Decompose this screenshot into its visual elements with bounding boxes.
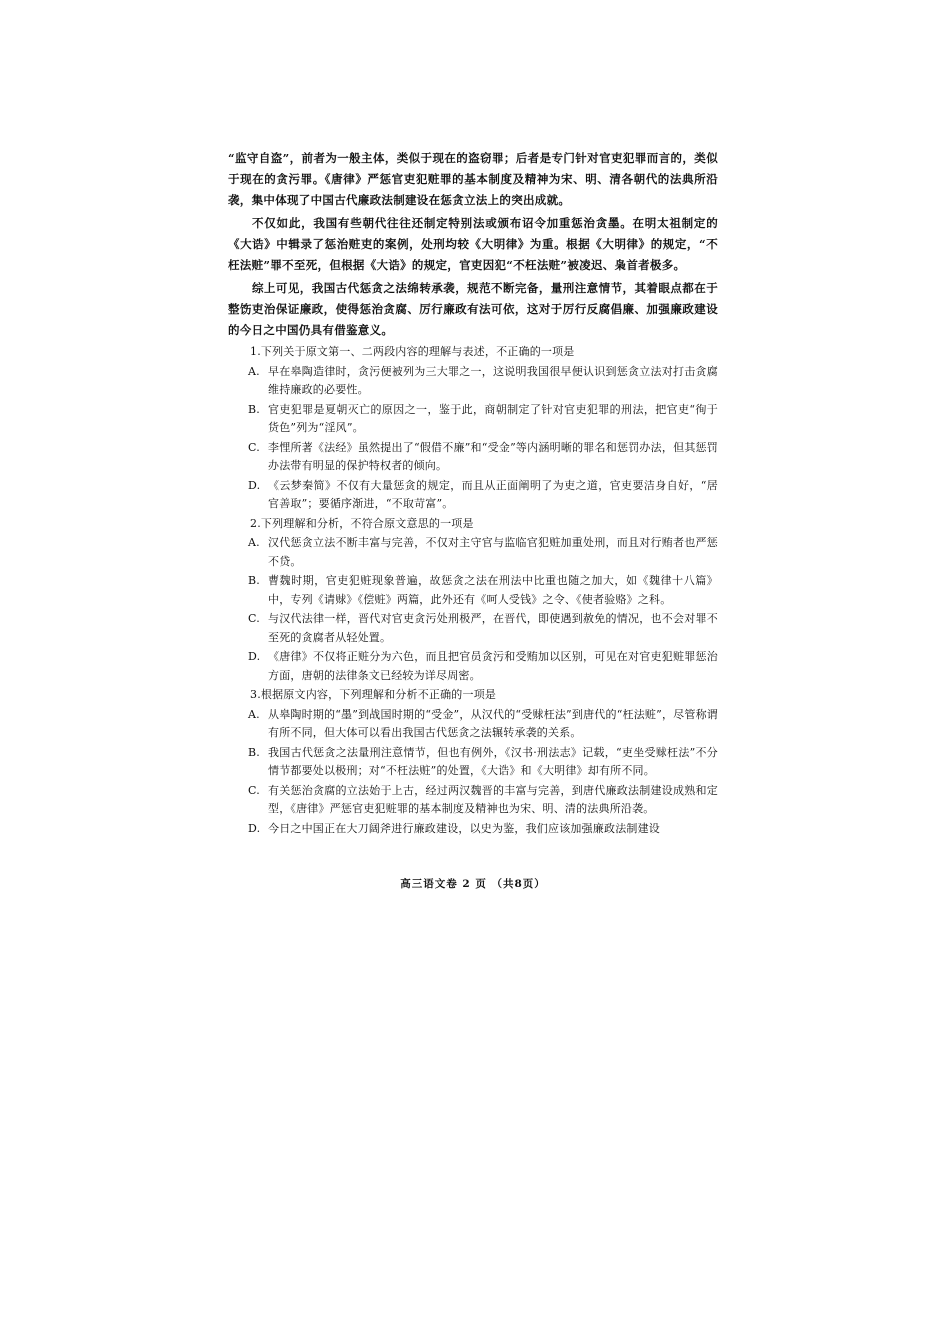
option-text: 我国古代惩贪之法量刑注意情节，但也有例外，《汉书·刑法志》记载，“吏坐受赇枉法”不分情节都要处以极刑；对“不枉法赃”的处置，《大诰》和《大明律》却有所不同。 (268, 745, 718, 777)
question-stem: 2.下列理解和分析，不符合原文意思的一项是 (250, 516, 474, 530)
option-letter: A. (248, 707, 260, 721)
option-letter: C. (248, 783, 260, 797)
option-letter: B. (248, 745, 260, 759)
option-text: 《唐律》不仅将正赃分为六色，而且把官员贪污和受贿加以区别，可见在对官吏犯赃罪惩治方面，唐朝的法律条文已经较为详尽周密。 (268, 650, 718, 682)
option-c (248, 439, 718, 476)
option-text: 从皋陶时期的“墨”到战国时期的“受金”，从汉代的“受赇枉法”到唐代的“枉法赃”，尽管称谓有所不同，但大体可以看出我国古代惩贪之法辗转承袭的关系。 (268, 707, 718, 739)
option-a (248, 534, 718, 571)
option-text: 官吏犯罪是夏朝灭亡的原因之一，鉴于此，商朝制定了针对官吏犯罪的刑法，把官吏“徇于货色”列为“淫风”。 (268, 402, 718, 434)
option-letter: B. (248, 574, 260, 587)
option-b (248, 401, 718, 438)
option-text: 曹魏时期，官吏犯赃现象普遍，故惩贪之法在刑法中比重也随之加大，如《魏律十八篇》中，专列《请赇》《偿赃》两篇，此外还有《呵人受钱》之令、《使者验赂》之科。 (268, 574, 718, 606)
option-b (248, 572, 718, 609)
option-letter: D. (248, 478, 261, 492)
option-d (248, 477, 718, 514)
option-letter: D. (248, 650, 261, 663)
option-text: 有关惩治贪腐的立法始于上古，经过两汉魏晋的丰富与完善，到唐代廉政法制建设成熟和定型，《唐律》严惩官吏犯赃罪的基本制度及精神也为宋、明、清的法典所沿袭。 (268, 783, 718, 815)
option-d (248, 820, 718, 839)
passage-paragraph-1: “监守自盗”，前者为一般主体，类似于现在的盗窃罪；后者是专门针对官吏犯罪而言的，类似于现在的贪污罪。《唐律》严惩官吏犯赃罪的基本制度及精神为宋、明、清各朝代的法典所沿袭，集中体现了中国古代廉政法制建设在惩贪立法上的突出成就。 (228, 151, 718, 207)
option-letter: A. (248, 536, 260, 549)
option-text: 早在皋陶造律时，贪污便被列为三大罪之一，这说明我国很早便认识到惩贪立法对打击贪腐维持廉政的必要性。 (268, 364, 718, 396)
option-c (248, 610, 718, 647)
option-text: 李悝所著《法经》虽然提出了“假借不廉”和“受金”等内涵明晰的罪名和惩罚办法，但其惩罚办法带有明显的保护特权者的倾向。 (268, 440, 718, 472)
option-text: 汉代惩贪立法不断丰富与完善，不仅对主守官与监临官犯赃加重处刑，而且对行贿者也严惩不贷。 (268, 536, 718, 568)
option-text: 《云梦秦简》不仅有大量惩贪的规定，而且从正面阐明了为吏之道，官吏要洁身自好，“居官善取”；要循序渐进，“不取苛富”。 (268, 478, 718, 510)
question-stem: 3.根据原文内容，下列理解和分析不正确的一项是 (250, 688, 497, 701)
exam-page (228, 148, 718, 908)
question-3 (228, 686, 718, 838)
option-letter: C. (248, 612, 260, 625)
option-letter: B. (248, 402, 260, 416)
reading-passage (228, 148, 718, 341)
option-a (248, 363, 718, 400)
option-text: 今日之中国正在大刀阔斧进行廉政建设，以史为鉴，我们应该加强廉政法制建设 (268, 821, 660, 835)
option-b (248, 744, 718, 781)
option-text: 与汉代法律一样，晋代对官吏贪污处刑极严，在晋代，即使遇到赦免的情况，也不会对罪不至死的贪腐者从轻处置。 (268, 612, 718, 644)
question-2 (228, 515, 718, 686)
option-c (248, 782, 718, 819)
option-letter: C. (248, 440, 260, 454)
option-letter: D. (248, 821, 261, 835)
option-letter: A. (248, 364, 260, 378)
question-list (228, 343, 718, 838)
option-a (248, 706, 718, 743)
page-footer: 高三语文卷 2 页 （共8页） (400, 878, 546, 890)
question-stem: 1.下列关于原文第一、二两段内容的理解与表述，不正确的一项是 (250, 345, 575, 358)
question-1 (228, 343, 718, 514)
passage-paragraph-2: 不仅如此，我国有些朝代往往还制定特别法或颁布诏令加重惩治贪墨。在明太祖制定的《大诰》中辑录了惩治赃吏的案例，处刑均较《大明律》为重。根据《大明律》的规定，“不枉法赃”罪不至死，但根据《大诰》的规定，官吏因犯“不枉法赃”被凌迟、枭首者极多。 (228, 216, 718, 272)
option-d (248, 648, 718, 685)
passage-paragraph-3: 综上可见，我国古代惩贪之法绵转承袭，规范不断完备，量刑注意情节，其着眼点都在于整饬吏治保证廉政，使得惩治贪腐、厉行廉政有法可依，这对于厉行反腐倡廉、加强廉政建设的今日之中国仍具有借鉴意义。 (228, 281, 718, 337)
